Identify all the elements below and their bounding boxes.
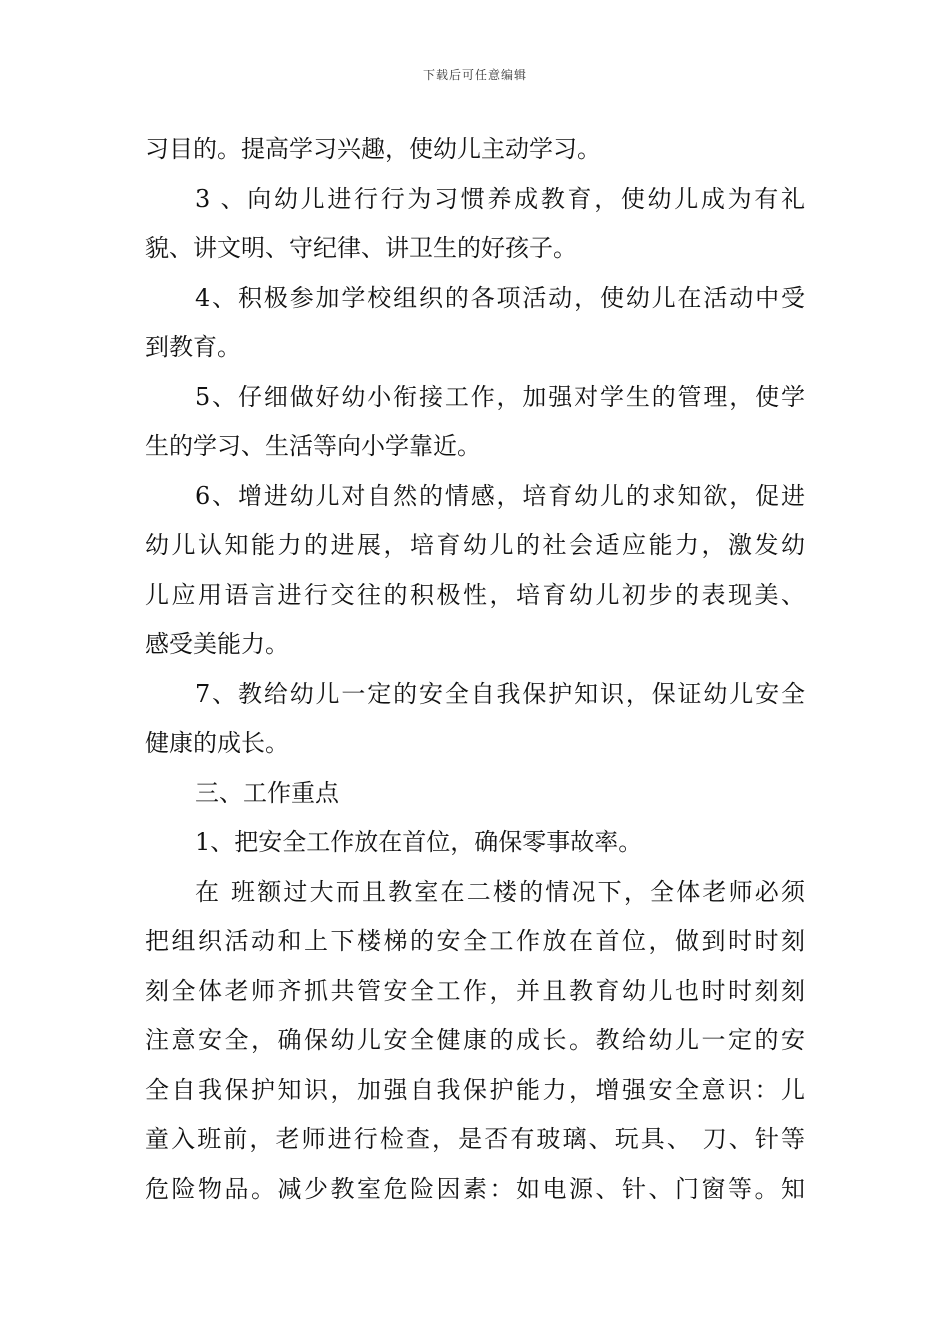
text-line: 1、把安全工作放在首位，确保零事故率。 [195,828,643,856]
text-line: 儿应用语言进行交往的积极性，培育幼儿初步的表现美、 [145,580,805,609]
text-line: 注意安全，确保幼儿安全健康的成长。教给幼儿一定的安 [145,1026,805,1054]
text-line: 4、积极参加学校组织的各项活动，使幼儿在活动中受 [195,283,805,312]
text-line: 5、仔细做好幼小衔接工作，加强对学生的管理，使学 [195,382,805,411]
text-line: 危险物品。减少教室危险因素：如电源、针、门窗等。知 [145,1174,805,1203]
text-line: 幼儿认知能力的进展，培育幼儿的社会适应能力，激发幼 [145,531,805,559]
text-line: 刻全体老师齐抓共管安全工作，并且教育幼儿也时时刻刻 [145,976,805,1005]
section-heading: 三、工作重点 [195,778,339,807]
text-line: 7、教给幼儿一定的安全自我保护知识，保证幼儿安全 [195,679,805,708]
text-line: 6、增进幼儿对自然的情感，培育幼儿的求知欲，促进 [195,481,805,510]
text-line: 童入班前，老师进行检查，是否有玻璃、玩具、 刀、针等 [145,1125,805,1153]
text-line: 把组织活动和上下楼梯的安全工作放在首位，做到时时刻 [145,927,805,955]
text-line: 3 、向幼儿进行行为习惯养成教育，使幼儿成为有礼 [195,184,805,213]
text-line: 全自我保护知识，加强自我保护能力，增强安全意识：儿 [145,1075,805,1104]
document-body [145,125,805,1214]
text-line: 到教育。 [145,333,241,361]
text-line: 貌、讲文明、守纪律、讲卫生的好孩子。 [145,234,577,262]
text-line: 在 班额过大而且教室在二楼的情况下，全体老师必须 [195,877,805,906]
text-line: 生的学习、生活等向小学靠近。 [145,432,481,460]
text-line: 感受美能力。 [145,630,289,658]
text-line: 习目的。提高学习兴趣，使幼儿主动学习。 [145,135,601,163]
text-line: 健康的成长。 [145,729,289,757]
page-header: 下载后可任意编辑 [422,68,527,82]
